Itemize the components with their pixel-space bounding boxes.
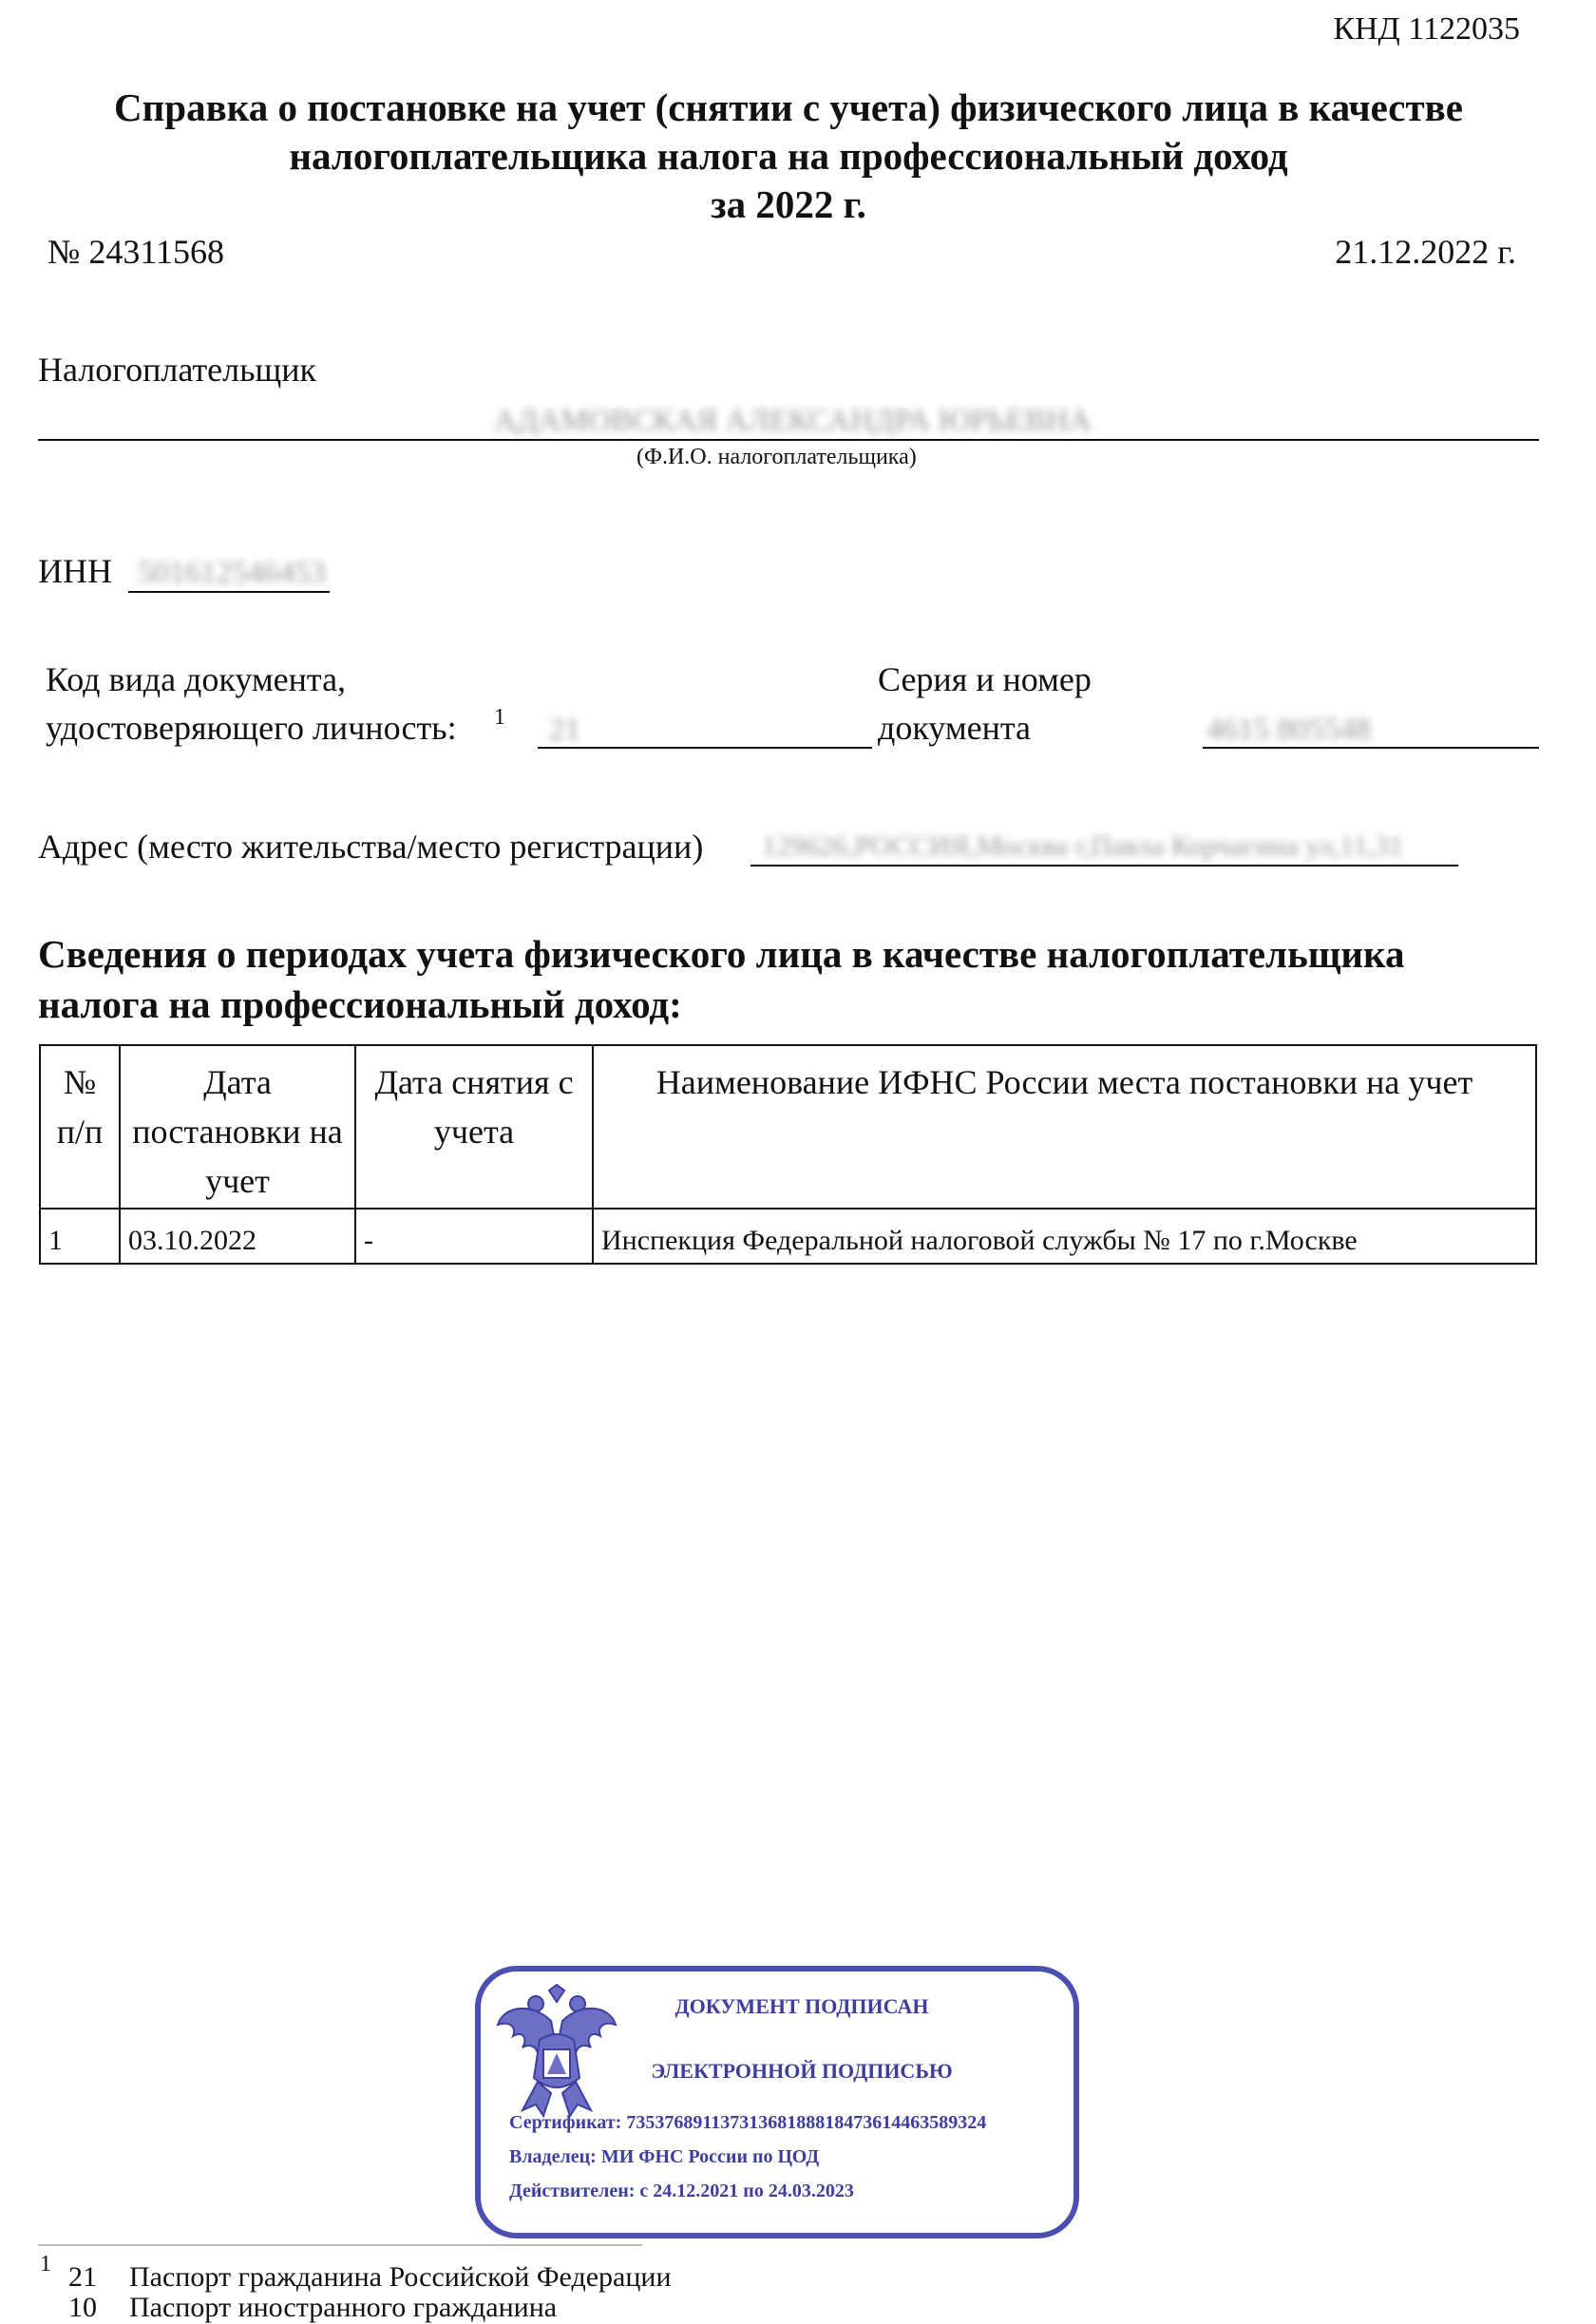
taxpayer-label: Налогоплательщик [38, 351, 316, 389]
stamp-owner: Владелец: МИ ФНС России по ЦОД [509, 2146, 820, 2167]
footnote-text-1: Паспорт гражданина Российской Федерации [129, 2261, 672, 2293]
signature-stamp [475, 1966, 1079, 2238]
cell-number: 1 [40, 1209, 120, 1264]
title-line-1: Справка о постановке на учет (снятии с учета) физического лица в качестве [114, 86, 1463, 129]
doc-code-line [538, 747, 872, 749]
title-line-3: за 2022 г. [711, 182, 866, 226]
title-line-2: налогоплательщика налога на профессиональный доход [289, 134, 1288, 178]
document-title [0, 84, 1577, 229]
header-number: № п/п [40, 1045, 120, 1209]
inn-value: 501612546453 [138, 556, 326, 590]
header-reg-date: Дата постановки на учет [120, 1045, 355, 1209]
footnote-marker: 1 [40, 2252, 51, 2276]
document-date: 21.12.2022 г. [1335, 233, 1516, 271]
document-number: № 24311568 [48, 233, 225, 271]
stamp-title-line-1: ДОКУМЕНТ ПОДПИСАН [674, 1994, 929, 2018]
stamp-valid: Действителен: с 24.12.2021 по 24.03.2023 [509, 2181, 854, 2201]
doc-series-label-2: документа [878, 709, 1031, 747]
cell-dereg-date: - [355, 1209, 593, 1264]
section-title-line-1: Сведения о периодах учета физического лица в качестве налогоплательщика [38, 932, 1405, 976]
section-title [38, 929, 1558, 1030]
section-title-line-2: налога на профессиональный доход: [38, 982, 682, 1026]
inn-label: ИНН [38, 552, 112, 590]
taxpayer-name-caption: (Ф.И.О. налогоплательщика) [636, 445, 917, 469]
doc-code-footnote-ref: 1 [494, 705, 505, 730]
address-label: Адрес (место жительства/место регистрации) [38, 828, 704, 866]
footnote-divider [38, 2244, 642, 2246]
cell-ifns: Инспекция Федеральной налоговой службы № 17 по г.Москве [593, 1209, 1536, 1264]
header-dereg-date: Дата снятия с учета [355, 1045, 593, 1209]
header-ifns: Наименование ИФНС России места постановки на учет [593, 1045, 1536, 1209]
address-line [750, 865, 1458, 867]
taxpayer-name-value: АДАМОВСКАЯ АЛЕКСАНДРА ЮРЬЕВНА [494, 404, 1092, 438]
doc-code-label-2: удостоверяющего личность: [46, 709, 457, 747]
registration-table [39, 1044, 1537, 1265]
doc-series-line [1203, 747, 1539, 749]
table-header-row [40, 1045, 1536, 1209]
footnote-text-2: Паспорт иностранного гражданина [129, 2292, 558, 2323]
doc-series-value: 4615 805548 [1206, 713, 1372, 747]
taxpayer-name-line [38, 439, 1539, 441]
table-row [40, 1209, 1536, 1264]
cell-reg-date: 03.10.2022 [120, 1209, 355, 1264]
doc-code-label-1: Код вида документа, [46, 660, 347, 698]
footnote-code-1: 21 [68, 2261, 97, 2293]
doc-code-value: 21 [549, 713, 580, 747]
address-value: 129626,РОССИЯ,Москва г,Павла Корчагина ул,11,31 [762, 830, 1403, 862]
stamp-title-line-2: ЭЛЕКТРОННОЙ ПОДПИСЬЮ [651, 2059, 953, 2083]
stamp-certificate: Сертификат: 7353768911373136818881847361446358932​4 [509, 2112, 987, 2133]
inn-line [128, 591, 330, 593]
doc-series-label-1: Серия и номер [878, 660, 1092, 698]
form-code: КНД 1122035 [1333, 11, 1520, 47]
footnote-code-2: 10 [68, 2292, 97, 2323]
